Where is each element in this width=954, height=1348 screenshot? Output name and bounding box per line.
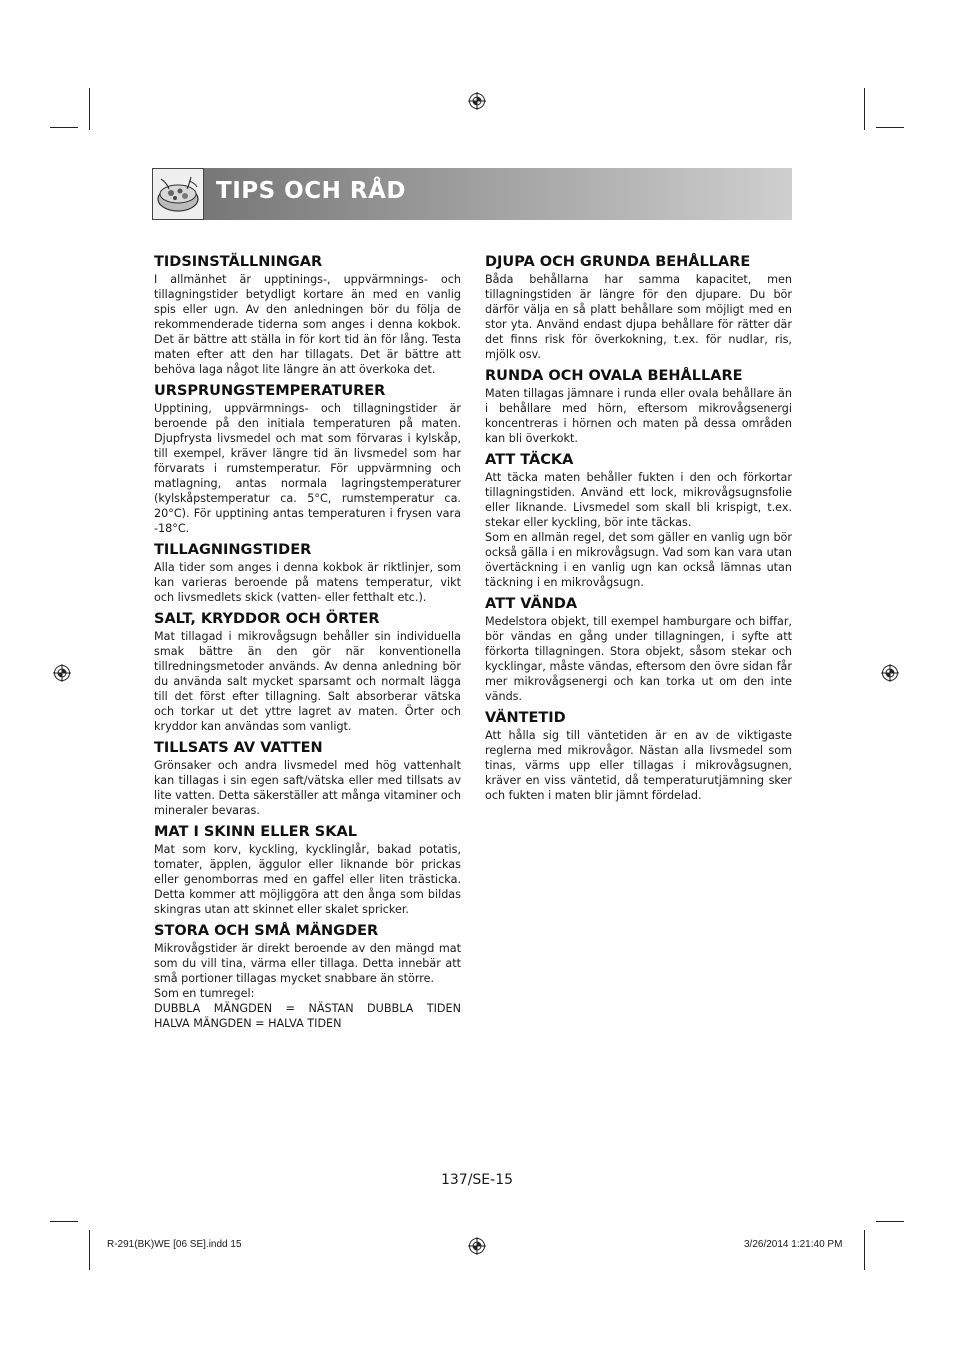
- section-stora-och-sma: [154, 923, 461, 1031]
- section-body: Maten tillagas jämnare i runda eller ovala behållare än i behållare med hörn, eftersom mikrovågsenergi koncentreras i hörnen och maten på dessa områden kan bli överkokt.: [485, 387, 792, 445]
- section-salt-kryddor: [154, 611, 461, 734]
- crop-mark: [876, 127, 904, 128]
- section-tillagningstider: [154, 542, 461, 605]
- left-column: [154, 254, 461, 1037]
- rule-of-thumb-line: HALVA MÄNGDEN = HALVA TIDEN: [154, 1017, 342, 1030]
- section-runda-och-ovala: [485, 368, 792, 446]
- section-heading: ATT VÄNDA: [485, 596, 578, 612]
- section-heading: TILLSATS AV VATTEN: [154, 740, 323, 756]
- section-body: Grönsaker och andra livsmedel med hög vattenhalt kan tillagas i sin egen saft/vätska eller med tillsats av lite vatten. Detta säkerställer att många vitaminer och mineraler bevaras.: [154, 759, 461, 817]
- registration-mark-icon: [468, 1237, 486, 1255]
- section-tillsats-av-vatten: [154, 740, 461, 818]
- section-heading: STORA OCH SMÅ MÄNGDER: [154, 923, 379, 939]
- crop-mark: [864, 1230, 865, 1270]
- section-heading: MAT I SKINN ELLER SKAL: [154, 824, 357, 840]
- section-heading: TIDSINSTÄLLNINGAR: [154, 254, 323, 270]
- crop-mark: [50, 127, 78, 128]
- registration-mark-icon: [468, 92, 486, 110]
- section-heading: DJUPA OCH GRUNDA BEHÅLLARE: [485, 254, 751, 270]
- section-body: Medelstora objekt, till exempel hamburgare och biffar, bör vändas en gång under tillagningen, i syfte att förkorta tillagningen. Stora objekt, såsom stekar och kycklingar, måste vändas, eftersom den övre sidan får mer mikrovågsenergi och kan torka ut om den inte vänds.: [485, 615, 792, 703]
- food-bowl-icon: [152, 168, 204, 220]
- right-column: [485, 254, 792, 809]
- section-heading: SALT, KRYDDOR OCH ÖRTER: [154, 611, 380, 627]
- page-title: TIPS OCH RÅD: [216, 178, 406, 204]
- rule-of-thumb-line: DUBBLA MÄNGDEN = NÄSTAN DUBBLA TIDEN: [154, 1002, 461, 1015]
- section-body: I allmänhet är upptinings-, uppvärmnings- och tillagningstider betydligt kortare än med en vanlig spis eller ugn. Av den anledningen bör du följa de rekommenderade tiderna som anges i denna kokbok. Det är bättre att ställa in för kort tid än för lång. Testa maten efter att den har tillagats. Det är bättre att behöva laga något lite längre än att överkoka det.: [154, 273, 461, 376]
- section-body: Att hålla sig till väntetiden är en av de viktigaste reglerna med mikrovågor. Nästan alla livsmedel som tinas, värms upp eller tillagas i mikrovågsugnen, kräver en viss väntetid, då temperaturutjämning sker och fukten i maten blir jämnt fördelad.: [485, 729, 792, 802]
- page-number: 137/SE-15: [440, 1172, 514, 1188]
- crop-mark: [876, 1221, 904, 1222]
- section-heading: VÄNTETID: [485, 710, 566, 726]
- section-body: Båda behållarna har samma kapacitet, men tillagningstiden är längre för den djupare. Du bör därför välja en så platt behållare som möjligt med en stor yta. Använd endast djupa behållare för rätter där det finns risk för överkokning, t.ex. för nudlar, ris, mjölk osv.: [485, 273, 792, 361]
- section-heading: TILLAGNINGSTIDER: [154, 542, 312, 558]
- section-mat-i-skinn: [154, 824, 461, 917]
- file-slug: R-291(BK)WE [06 SE].indd 15: [107, 1239, 242, 1250]
- rule-of-thumb-line: Som en tumregel:: [154, 987, 255, 1000]
- crop-mark: [50, 1221, 78, 1222]
- section-att-tacka: [485, 452, 792, 590]
- crop-mark: [89, 1230, 90, 1270]
- section-body: Att täcka maten behåller fukten i den och förkortar tillagningstiden. Använd ett lock, mikrovågsugnsfolie eller liknande. Livsmedel som skall bli krispigt, t.ex. stekar eller kyckling, bör inte täckas.: [485, 471, 792, 529]
- crop-mark: [864, 88, 865, 130]
- section-tidsinstallningar: [154, 254, 461, 377]
- registration-mark-icon: [881, 664, 899, 682]
- section-ursprungstemperaturer: [154, 383, 461, 536]
- section-heading: RUNDA OCH OVALA BEHÅLLARE: [485, 368, 743, 384]
- date-slug: 3/26/2014 1:21:40 PM: [744, 1239, 843, 1250]
- section-djupa-och-grunda: [485, 254, 792, 362]
- section-att-vanda: [485, 596, 792, 704]
- crop-mark: [89, 88, 90, 130]
- section-body: Mat som korv, kyckling, kycklinglår, bakad potatis, tomater, äpplen, äggulor eller liknande bör prickas eller genomborras med en gaffel eller liten trästicka. Detta kommer att möjliggöra att den ånga som bildas skingras utan att skinnet eller skalet spricker.: [154, 843, 461, 916]
- section-heading: ATT TÄCKA: [485, 452, 574, 468]
- section-vantetid: [485, 710, 792, 803]
- section-body: Mikrovågstider är direkt beroende av den mängd mat som du vill tina, värma eller tillaga. Detta innebär att små portioner tillagas mycket snabbare än större.: [154, 942, 461, 985]
- section-body: Alla tider som anges i denna kokbok är riktlinjer, som kan varieras beroende på matens temperatur, vikt och livsmedlets skick (vatten- eller fetthalt etc.).: [154, 561, 461, 604]
- section-body: Upptining, uppvärmnings- och tillagningstider är beroende på den initiala temperaturen på maten. Djupfrysta livsmedel och mat som förvaras i kylskåp, till exempel, kräver längre tid än livsmedel som har förvarats i rumstemperatur. För uppvärmning och matlagning, antas normala lagringstemperaturer (kylskåpstemperatur ca. 5°C, rumstemperatur ca. 20°C). För upptining antas temperaturen i frysen vara -18°C.: [154, 402, 461, 535]
- registration-mark-icon: [53, 664, 71, 682]
- section-body: Som en allmän regel, det som gäller en vanlig ugn bör också gälla i en mikrovågsugn. Vad som kan vara utan övertäckning i en vanlig ugn kan också lämnas utan täckning i en mikrovågsugn.: [485, 531, 792, 589]
- section-body: Mat tillagad i mikrovågsugn behåller sin individuella smak bättre än den gör när konventionella tillredningsmetoder används. Av denna anledning bör du använda salt mycket sparsamt och normalt lägga till det först efter tillagning. Salt absorberar vätska och torkar ut det yttre lagret av maten. Örter och kryddor kan användas som vanligt.: [154, 630, 461, 733]
- section-heading: URSPRUNGSTEMPERATURER: [154, 383, 386, 399]
